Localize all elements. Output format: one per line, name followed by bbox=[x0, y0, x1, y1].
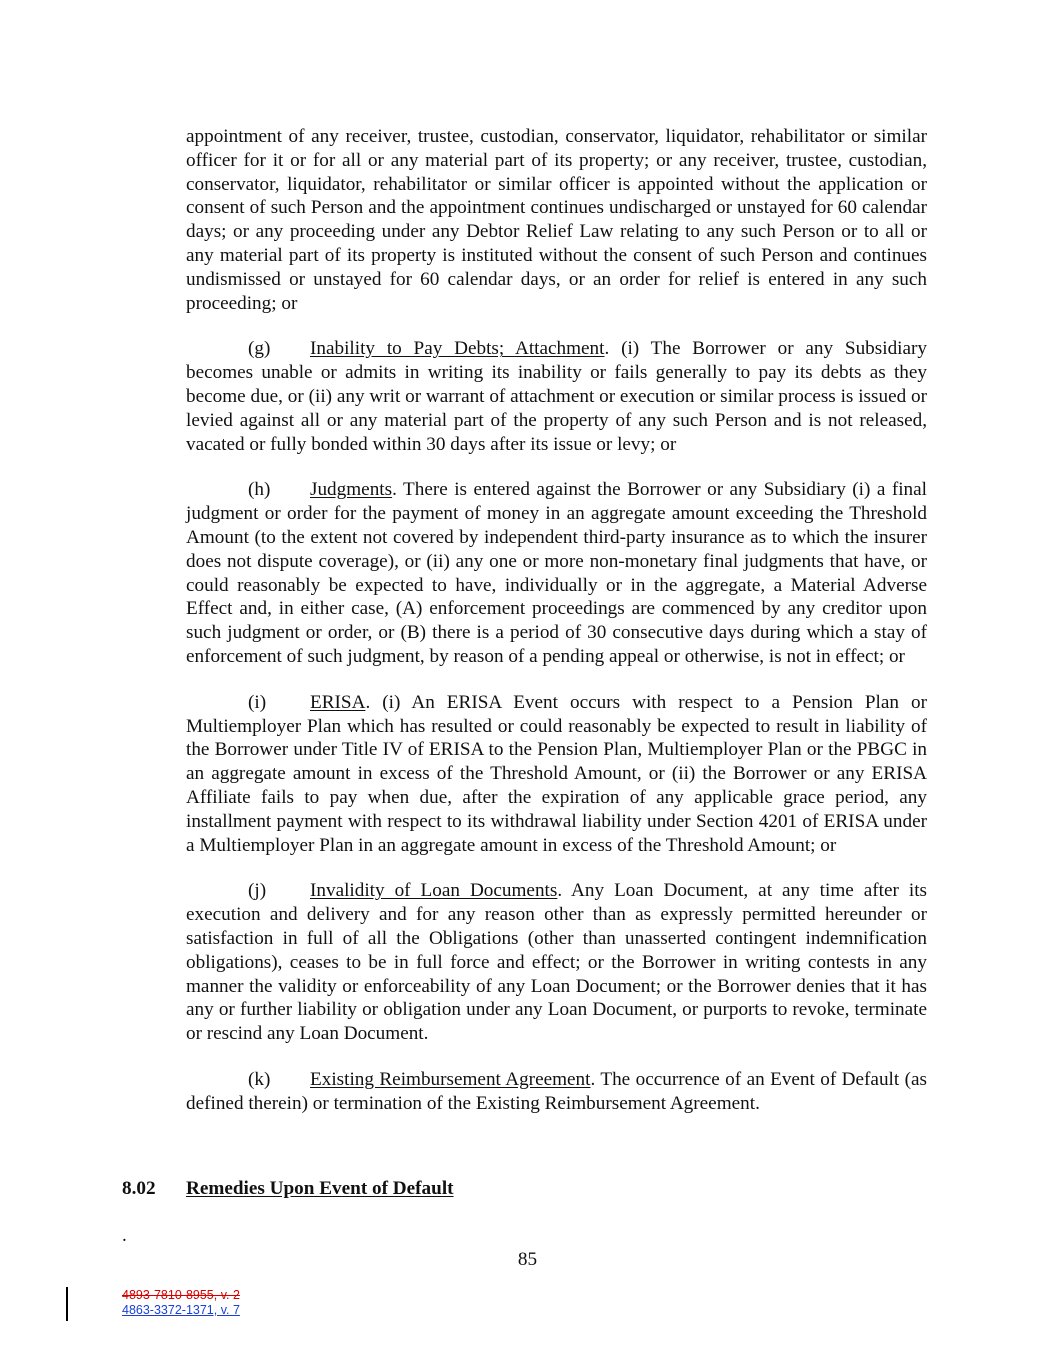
clause-h bbox=[186, 478, 927, 668]
page-number: 85 bbox=[517, 1249, 538, 1270]
clause-heading: ERISA bbox=[310, 691, 366, 713]
clause-label: (g) bbox=[248, 338, 271, 360]
clause-text: . There is entered against the Borrower or any Subsidiary (i) a final judgment or order for the payment of money in an aggregate amount exceeding the Threshold Amount (to the extent not covered by independent third-party insurance as to which the insurer does not dispute coverage), or (ii) any one or more non-monetary final judgments that have, or could reasonably be expected to have, individually or in the aggregate, a Material Adverse Effect and, in either case, (A) enforcement proceedings are commenced by any creditor upon such judgment or order, or (B) there is a period of 30 consecutive days during which a stay of enforcement of such judgment, by reason of a pending appeal or otherwise, is not in effect; or bbox=[186, 479, 927, 667]
inserted-doc-id: 4863-3372-1371, v. 7 bbox=[122, 1303, 240, 1317]
stray-period: . bbox=[122, 1225, 127, 1246]
section-title: Remedies Upon Event of Default bbox=[186, 1178, 454, 1199]
footer-document-ids bbox=[122, 1288, 240, 1318]
clause-k bbox=[186, 1068, 927, 1116]
clause-label: (k) bbox=[248, 1068, 271, 1090]
clause-heading: Existing Reimbursement Agreement bbox=[310, 1068, 591, 1090]
clause-g bbox=[186, 337, 927, 456]
section-number: 8.02 bbox=[122, 1178, 156, 1199]
clause-j bbox=[186, 879, 927, 1046]
clause-i bbox=[186, 691, 927, 858]
clause-heading: Inability to Pay Debts; Attachment bbox=[310, 338, 605, 360]
deleted-doc-id: 4893-7810-8955, v. 2 bbox=[122, 1288, 240, 1302]
section-heading bbox=[122, 1177, 454, 1201]
clause-heading: Judgments bbox=[310, 479, 393, 501]
clause-label: (h) bbox=[248, 479, 271, 501]
clause-text: . (i) An ERISA Event occurs with respect to a Pension Plan or Multiemployer Plan which has resulted or could reasonably be expected to result in liability of the Borrower under Title IV of ERISA to the Pension Plan, Multiemployer Plan or the PBGC in an aggregate amount in excess of the Threshold Amount, or (ii) the Borrower or any ERISA Affiliate fails to pay when due, after the expiration of any applicable grace period, any installment payment with respect to its withdrawal liability under Section 4201 of ERISA under a Multiemployer Plan in an aggregate amount in excess of the Threshold Amount; or bbox=[186, 691, 927, 856]
clause-text: . The occurrence of an Event of Default (as defined therein) or termination of the Existing Reimbursement Agreement. bbox=[186, 1068, 927, 1114]
clause-text: . Any Loan Document, at any time after its execution and delivery and for any reason other than as expressly permitted hereunder or satisfaction in full of all the Obligations (other than unasserted contingent indemnification obligations), ceases to be in full force and effect; or the Borrower in writing contests in any manner the validity or enforceability of any Loan Document; or the Borrower denies that it has any or further liability or obligation under any Loan Document, or purports to revoke, terminate or rescind any Loan Document. bbox=[186, 880, 928, 1045]
clause-text: . (i) The Borrower or any Subsidiary becomes unable or admits in writing its inability or fails generally to pay its debts as they become due, or (ii) any writ or warrant of attachment or execution or similar process is issued or levied against all or any material part of the property of any such Person and is not released, vacated or fully bonded within 30 days after its issue or levy; or bbox=[186, 338, 927, 455]
document-body bbox=[186, 125, 927, 1137]
clause-label: (i) bbox=[248, 691, 267, 713]
clause-heading: Invalidity of Loan Documents bbox=[310, 880, 558, 902]
continuation-paragraph: appointment of any receiver, trustee, custodian, conservator, liquidator, rehabilitator or similar officer for it or for all or any material part of its property; or any receiver, trustee, custodian, conservator, liquidator, rehabilitator or similar officer is appointed without the application or consent of such Person and the appointment continues undischarged or unstayed for 60 calendar days; or any proceeding under any Debtor Relief Law relating to any such Person or to all or any material part of its property is instituted without the consent of such Person and continues undismissed or unstayed for 60 calendar days, or an order for relief is entered in any such proceeding; or bbox=[186, 126, 927, 314]
revision-change-bar bbox=[66, 1287, 68, 1321]
clause-label: (j) bbox=[248, 880, 267, 902]
